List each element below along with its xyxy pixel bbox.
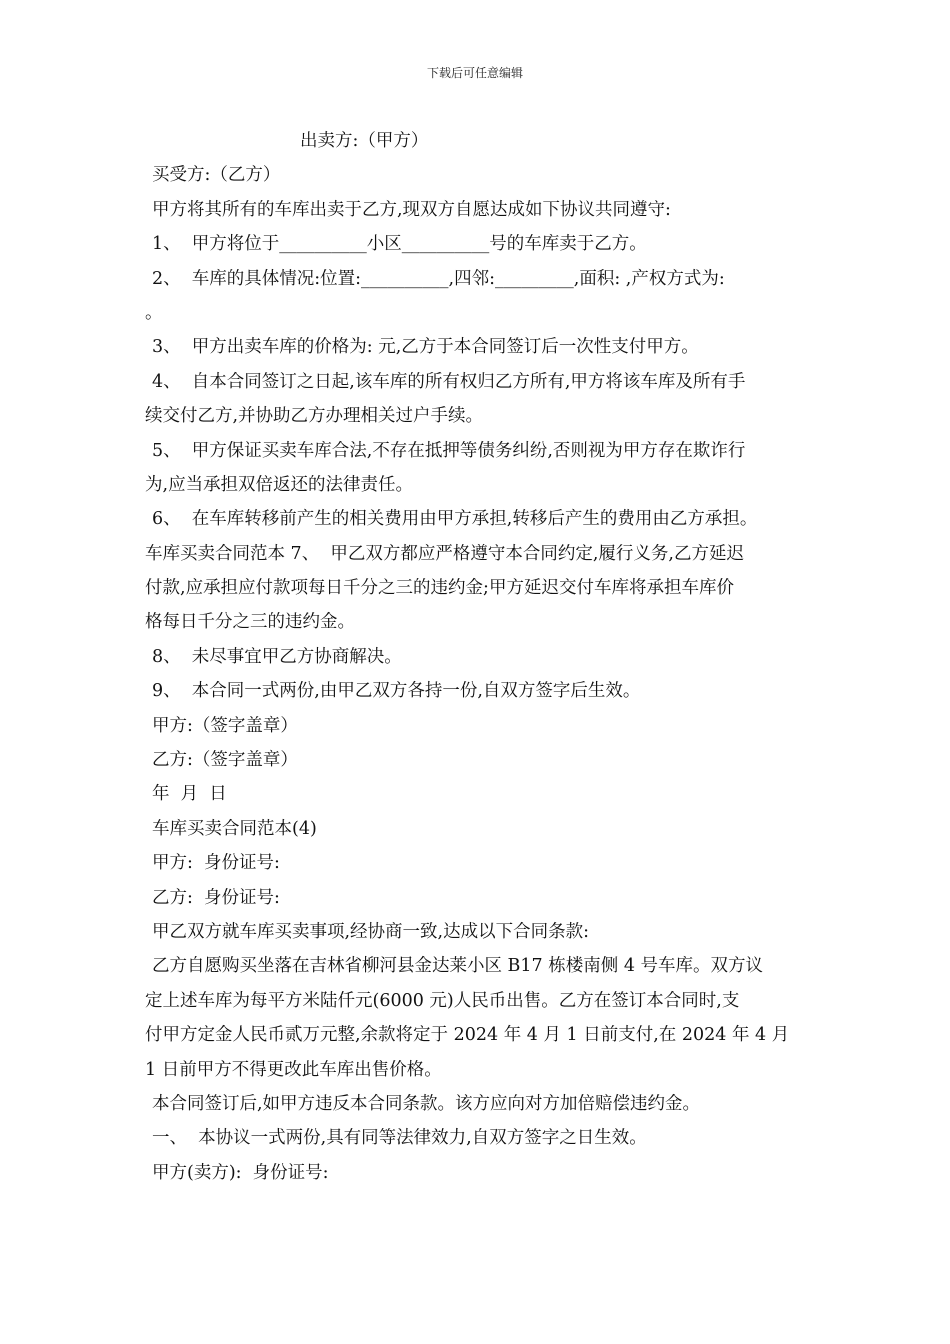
seller-id-line: 甲方(卖方): 身份证号:	[152, 1162, 329, 1183]
clause-1: 1、 甲方将位于__________小区__________号的车库卖于乙方。	[152, 234, 647, 255]
seller-title: 出卖方:（甲方）	[300, 131, 429, 151]
clause-7: 车库买卖合同范本 7、 甲乙双方都应严格遵守本合同约定,履行义务,乙方延迟	[145, 543, 744, 564]
intro-line: 甲方将其所有的车库出卖于乙方,现双方自愿达成如下协议共同遵守:	[152, 199, 671, 220]
copies-clause: 一、 本协议一式两份,具有同等法律效力,自双方签字之日生效。	[152, 1128, 647, 1149]
breach-clause: 本合同签订后,如甲方违反本合同条款。该方应向对方加倍赔偿违约金。	[152, 1093, 701, 1114]
purchase-clause-cont-1: 定上述车库为每平方米陆仟元(6000 元)人民币出售。乙方在签订本合同时,支	[145, 990, 740, 1011]
clause-5-cont: 为,应当承担双倍返还的法律责任。	[145, 474, 414, 495]
section-title-4: 车库买卖合同范本(4)	[152, 818, 317, 839]
party-b-signature: 乙方:（签字盖章）	[152, 750, 298, 771]
clause-7-end: 格每日千分之三的违约金。	[145, 612, 355, 633]
purchase-clause-cont-2: 付甲方定金人民币贰万元整,余款将定于 2024 年 4 月 1 日前支付,在 2024 年 4 月	[145, 1025, 790, 1046]
clause-3: 3、 甲方出卖车库的价格为: 元,乙方于本合同签订后一次性支付甲方。	[152, 337, 699, 358]
clause-9: 9、 本合同一式两份,由甲乙双方各持一份,自双方签字后生效。	[152, 681, 641, 702]
page-header-note: 下载后可任意编辑	[426, 66, 523, 80]
clause-2-end: 。	[145, 302, 163, 323]
clause-8: 8、 未尽事宜甲乙方协商解决。	[152, 646, 402, 667]
party-a-signature: 甲方:（签字盖章）	[152, 715, 298, 736]
contract-body	[145, 124, 813, 1190]
clause-2: 2、 车库的具体情况:位置:__________,四邻:_________,面积: ,产权方式为:	[152, 268, 725, 289]
clause-6: 6、 在车库转移前产生的相关费用由甲方承担,转移后产生的费用由乙方承担。	[152, 509, 758, 530]
party-a-id: 甲方: 身份证号:	[152, 853, 280, 874]
clause-7-cont: 付款,应承担应付款项每日千分之三的违约金;甲方延迟交付车库将承担车库价	[145, 578, 734, 599]
clause-4: 4、 自本合同签订之日起,该车库的所有权归乙方所有,甲方将该车库及所有手	[152, 371, 746, 392]
purchase-clause-end: 1 日前甲方不得更改此车库出售价格。	[145, 1059, 442, 1080]
clause-5: 5、 甲方保证买卖车库合法,不存在抵押等债务纠纷,否则视为甲方存在欺诈行	[152, 440, 746, 461]
party-b-id: 乙方: 身份证号:	[152, 887, 280, 908]
date-line: 年 月 日	[152, 784, 227, 805]
agreement-intro: 甲乙双方就车库买卖事项,经协商一致,达成以下合同条款:	[152, 921, 590, 942]
purchase-clause: 乙方自愿购买坐落在吉林省柳河县金达莱小区 B17 栋楼南侧 4 号车库。双方议	[152, 956, 764, 977]
clause-4-cont: 续交付乙方,并协助乙方办理相关过户手续。	[145, 406, 484, 427]
buyer-line: 买受方:（乙方）	[152, 165, 281, 186]
